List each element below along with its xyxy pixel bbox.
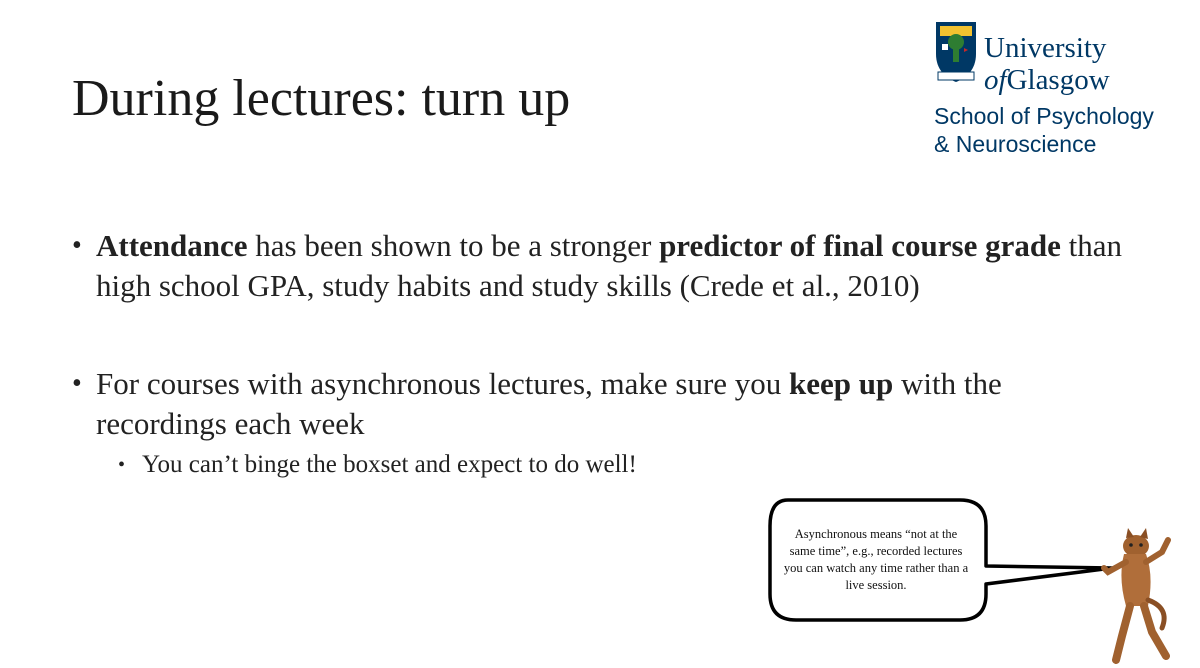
- callout-text: Asynchronous means “not at the same time”, e.g., recorded lectures you can watch any time rather than a live session.: [783, 527, 969, 592]
- school-name: School of Psychology & Neuroscience: [934, 103, 1154, 158]
- bullet-attendance: • Attendance has been shown to be a stronger predictor of final course grade than high school GPA, study habits and study skills (Crede et al., 2010): [72, 226, 1122, 306]
- dancing-cat-image: [1096, 528, 1176, 664]
- crest-icon: [934, 20, 978, 86]
- university-logo: [934, 20, 1184, 160]
- university-name-line2: ofGlasgow: [984, 64, 1110, 96]
- bullet-asynchronous: • For courses with asynchronous lectures, make sure you keep up with the recordings each week: [72, 364, 1122, 444]
- bullet-list: [72, 226, 1122, 482]
- sub-bullet-boxset: • You can’t binge the boxset and expect to do well!: [72, 448, 1122, 482]
- university-name-line1: University: [984, 32, 1107, 64]
- slide-title: During lectures: turn up: [72, 70, 571, 127]
